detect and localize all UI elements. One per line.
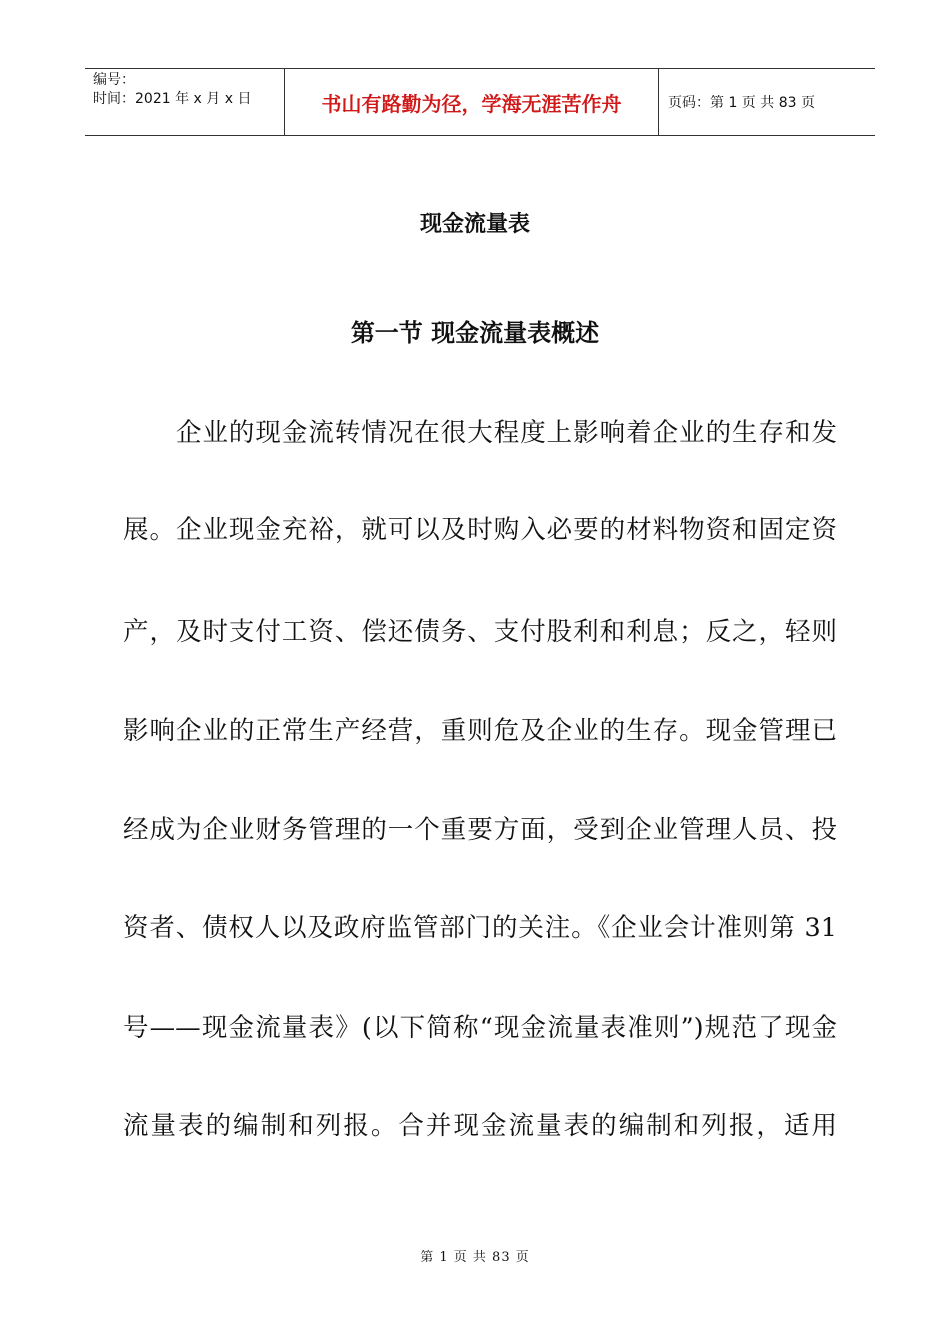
section-heading: 第一节 现金流量表概述 bbox=[350, 319, 600, 347]
body-text-line: 展。企业现金充裕，就可以及时购入必要的材料物资和固定资 bbox=[123, 515, 837, 545]
body-text-line: 影响企业的正常生产经营，重则危及企业的生存。现金管理已 bbox=[123, 716, 837, 746]
page-footer: 第 1 页 共 83 页 bbox=[420, 1250, 530, 1265]
body-text-line: 经成为企业财务管理的一个重要方面，受到企业管理人员、投 bbox=[123, 815, 837, 845]
page-header bbox=[85, 68, 875, 136]
body-text-line: 资者、债权人以及政府监管部门的关注。《企业会计准则第 31 bbox=[123, 913, 837, 943]
body-text-line: 企业的现金流转情况在很大程度上影响着企业的生存和发 bbox=[123, 418, 837, 448]
header-meta bbox=[85, 69, 285, 135]
header-page-info: 页码：第 1 页 共 83 页 bbox=[668, 95, 815, 111]
header-motto: 书山有路勤为径，学海无涯苦作舟 bbox=[285, 69, 659, 135]
body-text-line: 流量表的编制和列报。合并现金流量表的编制和列报，适用 bbox=[123, 1111, 837, 1141]
document-time-label: 时间：2021 年 x 月 x 日 bbox=[93, 91, 252, 107]
document-number-label: 编号： bbox=[93, 72, 135, 88]
document-title: 现金流量表 bbox=[419, 212, 530, 237]
body-text-line: 号——现金流量表》(以下简称“现金流量表准则”)规范了现金 bbox=[123, 1013, 837, 1043]
body-text-line: 产，及时支付工资、偿还债务、支付股利和利息；反之，轻则 bbox=[123, 617, 837, 647]
